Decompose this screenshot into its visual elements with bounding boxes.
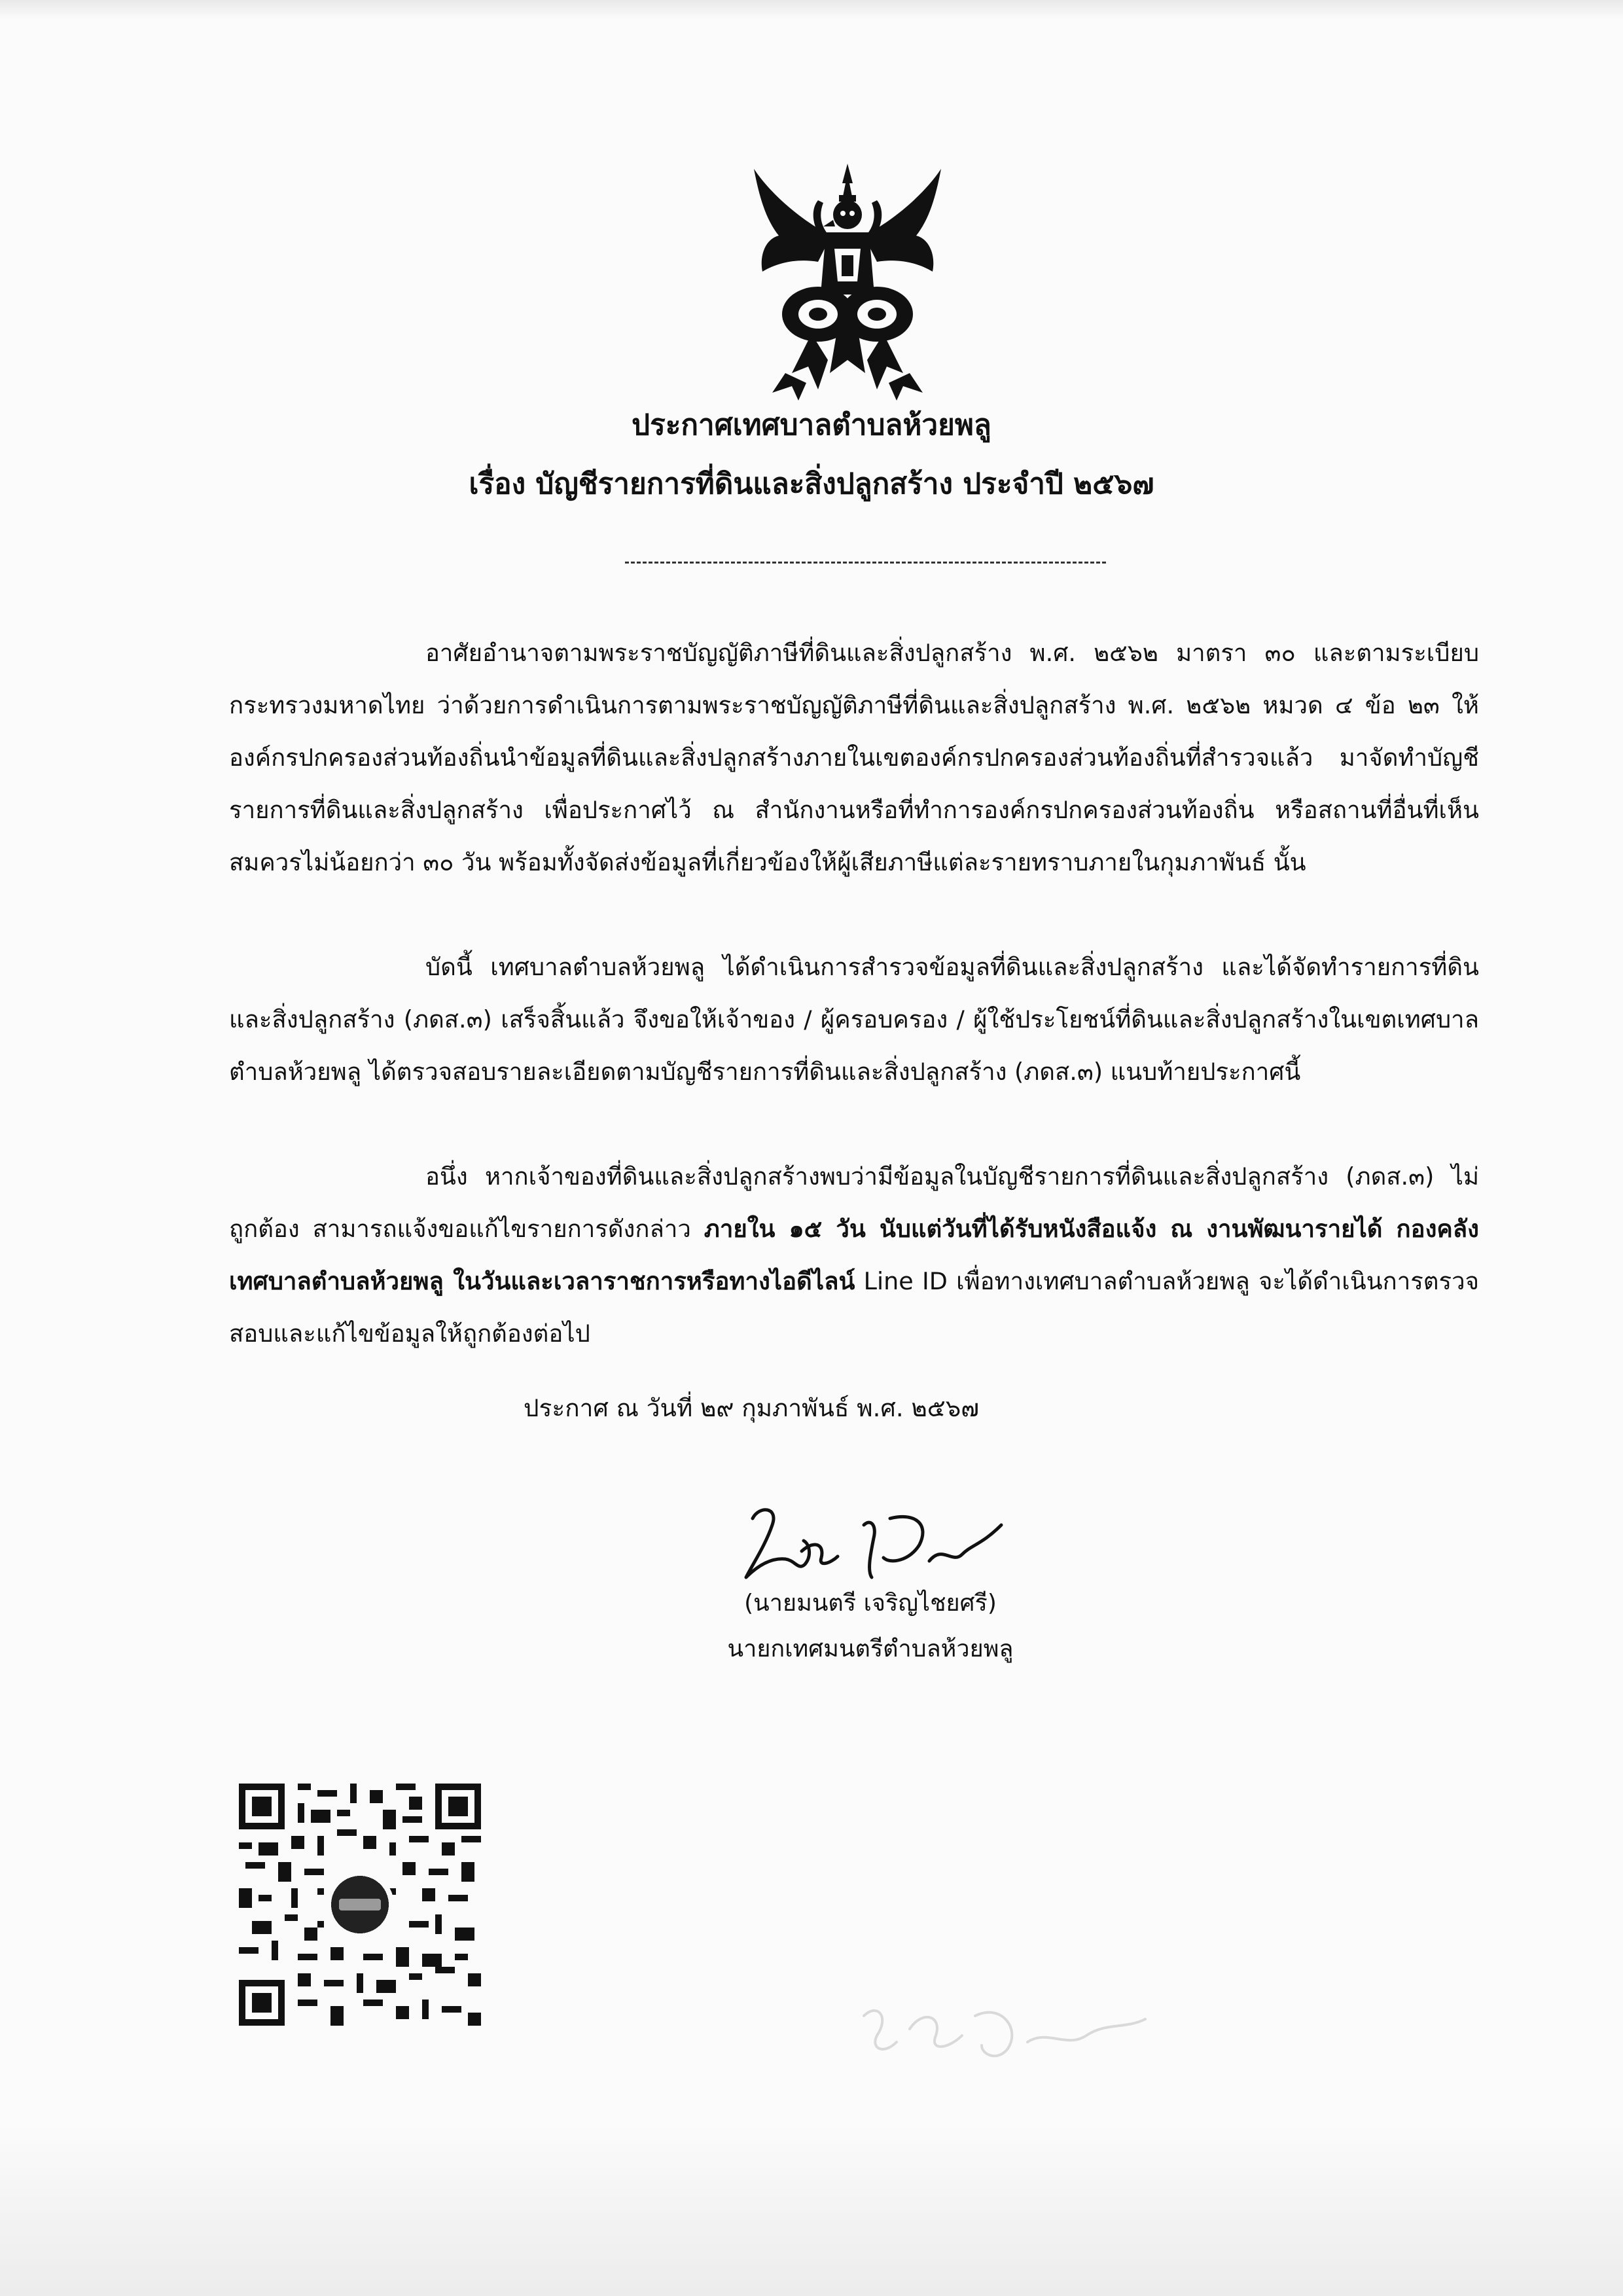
announcement-title: ประกาศเทศบาลตำบลห้วยพลู [632,408,991,442]
bleed-through-mark [851,1990,1152,2075]
scan-shade-top [0,0,1623,20]
body-paragraph-3 [229,1151,1479,1360]
body-paragraph-2: บัดนี้ เทศบาลตำบลห้วยพลู ได้ดำเนินการสำรวจข้อมูลที่ดินและสิ่งปลูกสร้าง และได้จัดทำรายการที่ดินและสิ่งปลูกสร้าง (ภดส.๓) เสร็จสิ้นแล้ว จึงขอให้เจ้าของ / ผู้ครอบครอง / ผู้ใช้ประโยชน์ที่ดินและสิ่งปลูกสร้างในเขตเทศบาลตำบลห้วยพลู ได้ตรวจสอบรายละเอียดตามบัญชีรายการที่ดินและสิ่งปลูกสร้าง (ภดส.๓) แนบท้ายประกาศนี้ [229,953,1479,1086]
signature-image [733,1499,1008,1590]
line-qr-code [239,1784,481,2026]
paragraph-3-bold: ภายใน ๑๕ วัน นับแต่วันที่ได้รับหนังสือแจ้ง ณ งานพัฒนารายได้ กองคลัง เทศบาลตำบลห้วยพลู ในวันและเวลาราชการหรือทางไอดีไลน์ [229,1215,1479,1295]
garuda-emblem-icon [746,157,949,406]
announcement-date: ประกาศ ณ วันที่ ๒๙ กุมภาพันธ์ พ.ศ. ๒๕๖๗ [524,1394,980,1422]
signer-name: (นายมนตรี เจริญไชยศรี) [744,1590,997,1617]
paragraph-3-lead: อนึ่ง หากเจ้าของที่ดินและสิ่งปลูกสร้างพบว่ามีข้อมูลในบัญชีรายการที่ดินและสิ่งปลูกสร้าง (ภดส.๓) ไม่ถูกต้อง สามารถแจ้งขอแก้ไขรายการดังกล่าว [229,1162,1479,1243]
title-divider [625,562,1106,564]
signer-position: นายกเทศมนตรีตำบลห้วยพลู [727,1636,1014,1662]
paragraph-3-tail: Line ID เพื่อทางเทศบาลตำบลห้วยพลู จะได้ดำเนินการตรวจสอบและแก้ไขข้อมูลให้ถูกต้องต่อไป [229,1267,1480,1348]
body-paragraph-1: อาศัยอำนาจตามพระราชบัญญัติภาษีที่ดินและสิ่งปลูกสร้าง พ.ศ. ๒๕๖๒ มาตรา ๓๐ และตามระเบียบกระทรวงมหาดไทย ว่าด้วยการดำเนินการตามพระราชบัญญัติภาษีที่ดินและสิ่งปลูกสร้าง พ.ศ. ๒๕๖๒ หมวด ๔ ข้อ ๒๓ ให้องค์กรปกครองส่วนท้องถิ่นนำข้อมูลที่ดินและสิ่งปลูกสร้างภายในเขตองค์กรปกครองส่วนท้องถิ่นที่สำรวจแล้ว มาจัดทำบัญชีรายการที่ดินและสิ่งปลูกสร้าง เพื่อประกาศไว้ ณ สำนักงานหรือที่ทำการองค์กรปกครองส่วนท้องถิ่น หรือสถานที่อื่นที่เห็นสมควรไม่น้อยกว่า ๓๐ วัน พร้อมทั้งจัดส่งข้อมูลที่เกี่ยวข้องให้ผู้เสียภาษีแต่ละรายทราบภายในกุมภาพันธ์ นั้น [229,639,1479,876]
announcement-subject: เรื่อง บัญชีรายการที่ดินและสิ่งปลูกสร้าง ประจำปี ๒๕๖๗ [469,467,1154,501]
scan-shade-bottom [0,2126,1623,2296]
